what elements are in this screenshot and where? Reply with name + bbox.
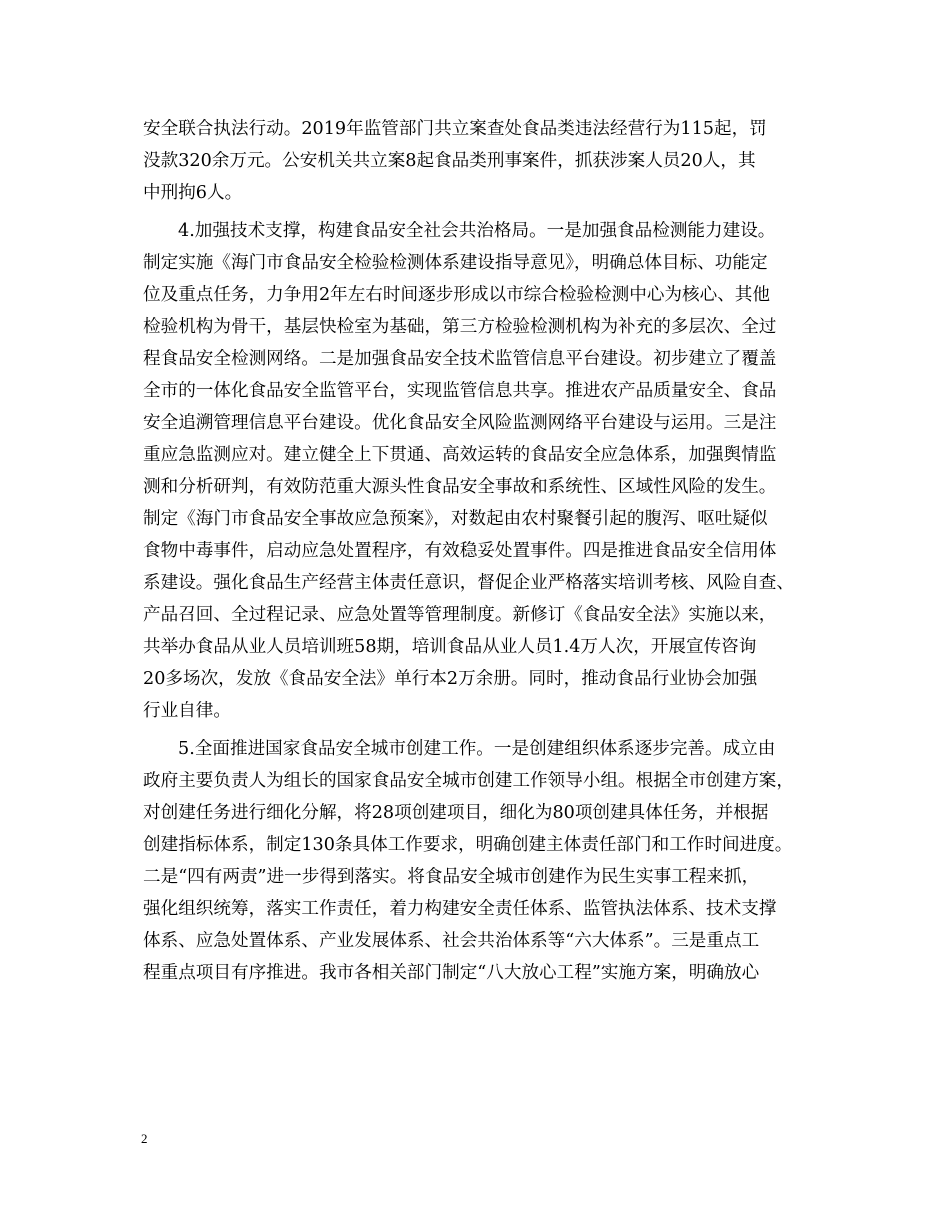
text-line: 食物中毒事件，启动应急处置程序，有效稳妥处置事件。四是推进食品安全信用体 bbox=[143, 541, 777, 561]
text-line: 制定实施《海门市食品安全检验检测体系建设指导意见》，明确总体目标、功能定 bbox=[143, 253, 768, 273]
text-line: 产品召回、全过程记录、应急处置等管理制度。新修订《食品安全法》实施以来， bbox=[143, 605, 777, 625]
text-line: 程重点项目有序推进。我市各相关部门制定“八大放心工程”实施方案，明确放心 bbox=[143, 963, 760, 983]
text-line: 安全追溯管理信息平台建设。优化食品安全风险监测网络平台建设与运用。三是注 bbox=[143, 413, 777, 433]
text-line: 重应急监测应对。建立健全上下贯通、高效运转的食品安全应急体系，加强舆情监 bbox=[143, 445, 777, 465]
text-line: 强化组织统筹，落实工作责任，着力构建安全责任体系、监管执法体系、技术支撑 bbox=[143, 899, 777, 919]
text-line: 测和分析研判，有效防范重大源头性食品安全事故和系统性、区域性风险的发生。 bbox=[143, 477, 777, 497]
text-line: 政府主要负责人为组长的国家食品安全城市创建工作领导小组。根据全市创建方案， bbox=[143, 771, 794, 791]
paragraph-start-line: 5.全面推进国家食品安全城市创建工作。一是创建组织体系逐步完善。成立由 bbox=[178, 739, 776, 759]
page-number: 2 bbox=[141, 1131, 148, 1146]
text-line: 没款320余万元。公安机关共立案8起食品类刑事案件，抓获涉案人员20人，其 bbox=[143, 151, 756, 171]
text-line: 全市的一体化食品安全监管平台，实现监管信息共享。推进农产品质量安全、食品 bbox=[143, 381, 777, 401]
text-line: 检验机构为骨干，基层快检室为基础，第三方检验检测机构为补充的多层次、全过 bbox=[143, 317, 777, 337]
text-line: 创建指标体系，制定130条具体工作要求，明确创建主体责任部门和工作时间进度。 bbox=[143, 835, 793, 855]
text-line: 对创建任务进行细化分解，将28项创建项目，细化为80项创建具体任务，并根据 bbox=[143, 803, 769, 823]
text-line: 系建设。强化食品生产经营主体责任意识，督促企业严格落实培训考核、风险自查、 bbox=[143, 573, 794, 593]
text-line: 制定《海门市食品安全事故应急预案》，对数起由农村聚餐引起的腹泻、呕吐疑似 bbox=[143, 509, 768, 529]
text-line: 中刑拘6人。 bbox=[143, 183, 243, 203]
text-line: 二是“四有两责”进一步得到落实。将食品安全城市创建作为民生实事工程来抓， bbox=[143, 867, 760, 887]
text-line: 行业自律。 bbox=[143, 701, 231, 721]
text-line: 20多场次，发放《食品安全法》单行本2万余册。同时，推动食品行业协会加强 bbox=[143, 669, 758, 689]
paragraph-start-line: 4.加强技术支撑，构建食品安全社会共治格局。一是加强食品检测能力建设。 bbox=[178, 221, 776, 241]
text-line: 程食品安全检测网络。二是加强食品安全技术监管信息平台建设。初步建立了覆盖 bbox=[143, 349, 777, 369]
text-line: 安全联合执法行动。2019年监管部门共立案查处食品类违法经营行为115起，罚 bbox=[143, 119, 767, 139]
text-line: 共举办食品从业人员培训班58期，培训食品从业人员1.4万人次，开展宣传咨询 bbox=[143, 637, 757, 657]
text-line: 体系、应急处置体系、产业发展体系、社会共治体系等“六大体系”。三是重点工 bbox=[143, 931, 760, 951]
body-text bbox=[143, 113, 808, 989]
text-line: 位及重点任务，力争用2年左右时间逐步形成以市综合检验检测中心为核心、其他 bbox=[143, 285, 770, 305]
